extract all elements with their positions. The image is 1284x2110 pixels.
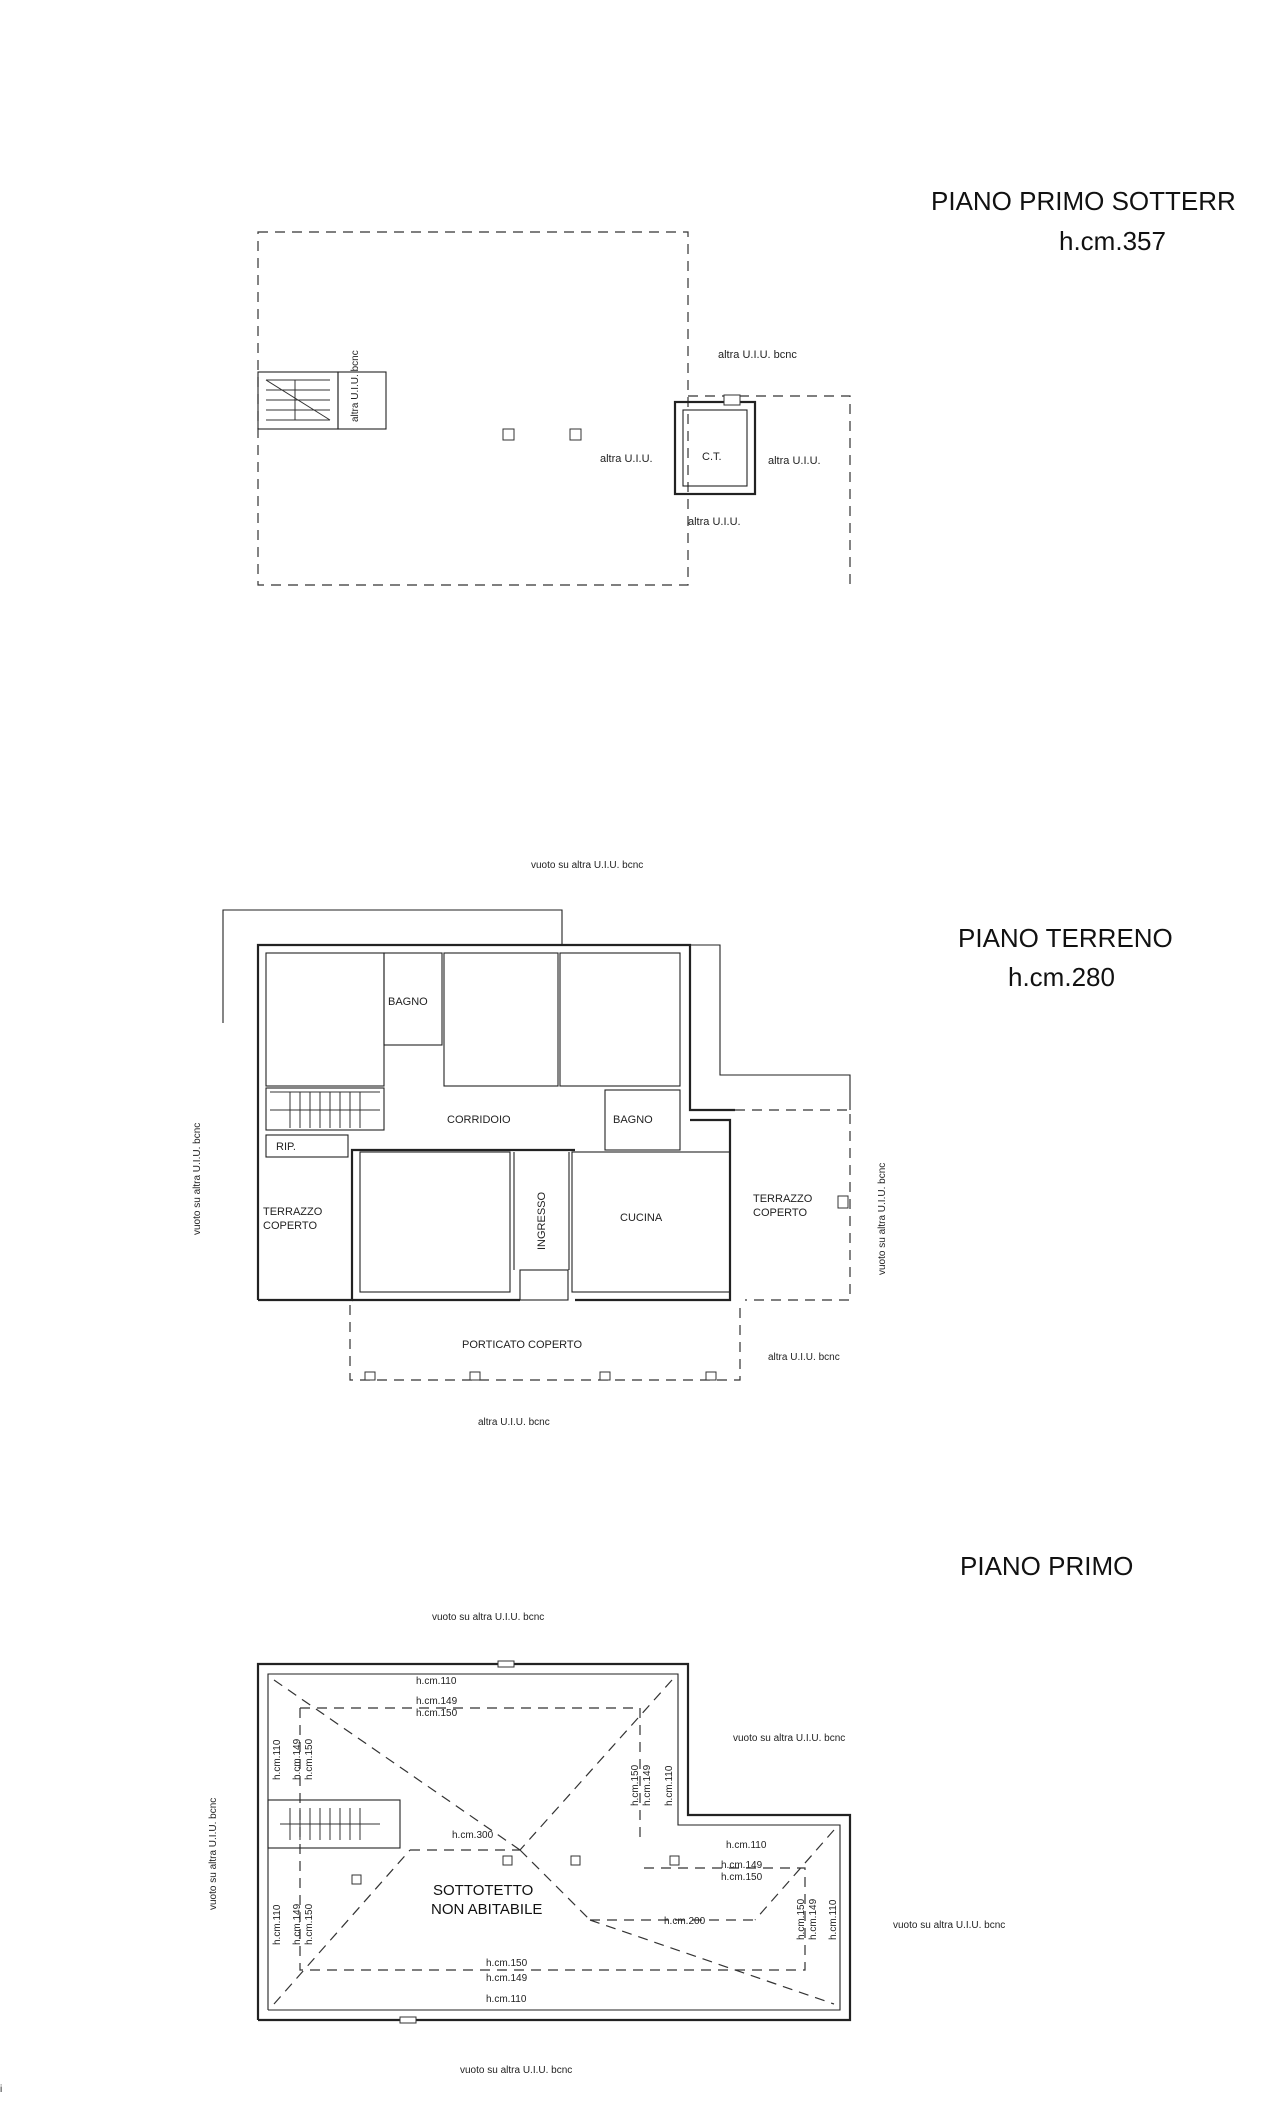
- h200: h.cm.200: [664, 1916, 706, 1927]
- h150-mid: h.cm.150: [630, 1764, 641, 1806]
- corner-mark: i: [0, 2084, 3, 2095]
- ground-label-top: vuoto su altra U.I.U. bcnc: [531, 860, 644, 871]
- porticato-label: PORTICATO COPERTO: [462, 1339, 583, 1351]
- h149-right-vertical: h.cm.149: [808, 1898, 819, 1940]
- h110-bottom: h.cm.110: [486, 1994, 527, 2005]
- sottotetto-label-1: SOTTOTETTO: [433, 1882, 534, 1899]
- first-stair: [268, 1800, 400, 1848]
- living-room: [360, 1152, 510, 1292]
- h150-bottom: h.cm.150: [486, 1958, 528, 1969]
- ground-label-left: vuoto su altra U.I.U. bcnc: [192, 1122, 203, 1235]
- h110-mid: h.cm.110: [664, 1765, 675, 1806]
- basement-label-right: altra U.I.U.: [768, 455, 821, 467]
- ground-stair: [270, 1092, 380, 1128]
- h149-left: h.cm.149: [292, 1738, 303, 1780]
- h149-top: h.cm.149: [416, 1696, 458, 1707]
- first-label-left: vuoto su altra U.I.U. bcnc: [208, 1797, 219, 1910]
- ingresso-label: INGRESSO: [536, 1191, 548, 1250]
- h150-left: h.cm.150: [304, 1738, 315, 1780]
- ground-height: h.cm.280: [1008, 962, 1115, 992]
- basement-label-top-right: altra U.I.U. bcnc: [718, 349, 797, 361]
- basement-stair: [258, 372, 386, 429]
- h110-left: h.cm.110: [272, 1739, 283, 1780]
- basement-stair-label: altra U.I.U. bcnc: [350, 350, 361, 422]
- h110-top: h.cm.110: [416, 1676, 457, 1687]
- terrazzo-right-label-1: TERRAZZO: [753, 1193, 813, 1205]
- h149-right: h.cm.149: [721, 1860, 763, 1871]
- ground-label-right: vuoto su altra U.I.U. bcnc: [877, 1162, 888, 1275]
- ct-label: C.T.: [702, 451, 722, 463]
- bagno-label-1: BAGNO: [388, 996, 428, 1008]
- first-label-right: vuoto su altra U.I.U. bcnc: [893, 1920, 1006, 1931]
- h149-bottom: h.cm.149: [486, 1973, 528, 1984]
- h110-right: h.cm.110: [726, 1840, 767, 1851]
- h150-top: h.cm.150: [416, 1708, 458, 1719]
- basement-label-below-ct: altra U.I.U.: [688, 516, 741, 528]
- ground-label-altra-bottom: altra U.I.U. bcnc: [478, 1417, 550, 1428]
- basement-plan: [258, 232, 850, 585]
- corridoio-label: CORRIDOIO: [447, 1114, 511, 1126]
- terrazzo-left-label-1: TERRAZZO: [263, 1206, 323, 1218]
- h110-right-vertical: h.cm.110: [828, 1899, 839, 1940]
- h150-right-vertical: h.cm.150: [796, 1898, 807, 1940]
- first-label-bottom: vuoto su altra U.I.U. bcnc: [460, 2065, 573, 2076]
- rip-label: RIP.: [276, 1141, 296, 1153]
- bagno-label-2: BAGNO: [613, 1114, 653, 1126]
- first-title: PIANO PRIMO: [960, 1551, 1134, 1581]
- h149-left-bottom: h.cm.149: [292, 1903, 303, 1945]
- h300: h.cm.300: [452, 1830, 494, 1841]
- ct-room: [675, 402, 755, 494]
- first-label-top: vuoto su altra U.I.U. bcnc: [432, 1612, 545, 1623]
- basement-label-left: altra U.I.U.: [600, 453, 653, 465]
- h150-left-bottom: h.cm.150: [304, 1903, 315, 1945]
- h149-mid: h.cm.149: [642, 1764, 653, 1806]
- ground-title: PIANO TERRENO: [958, 923, 1173, 953]
- h150-right: h.cm.150: [721, 1872, 763, 1883]
- h110-left-bottom: h.cm.110: [272, 1904, 283, 1945]
- sottotetto-label-2: NON ABITABILE: [431, 1901, 543, 1918]
- terrazzo-right-label-2: COPERTO: [753, 1207, 807, 1219]
- basement-height: h.cm.357: [1059, 226, 1166, 256]
- ground-plan: [223, 910, 850, 1380]
- ground-label-altra-right: altra U.I.U. bcnc: [768, 1352, 840, 1363]
- terrazzo-left-label-2: COPERTO: [263, 1220, 317, 1232]
- basement-title: PIANO PRIMO SOTTERR: [931, 186, 1236, 216]
- cucina-label: CUCINA: [620, 1212, 663, 1224]
- first-label-upper-right: vuoto su altra U.I.U. bcnc: [733, 1733, 846, 1744]
